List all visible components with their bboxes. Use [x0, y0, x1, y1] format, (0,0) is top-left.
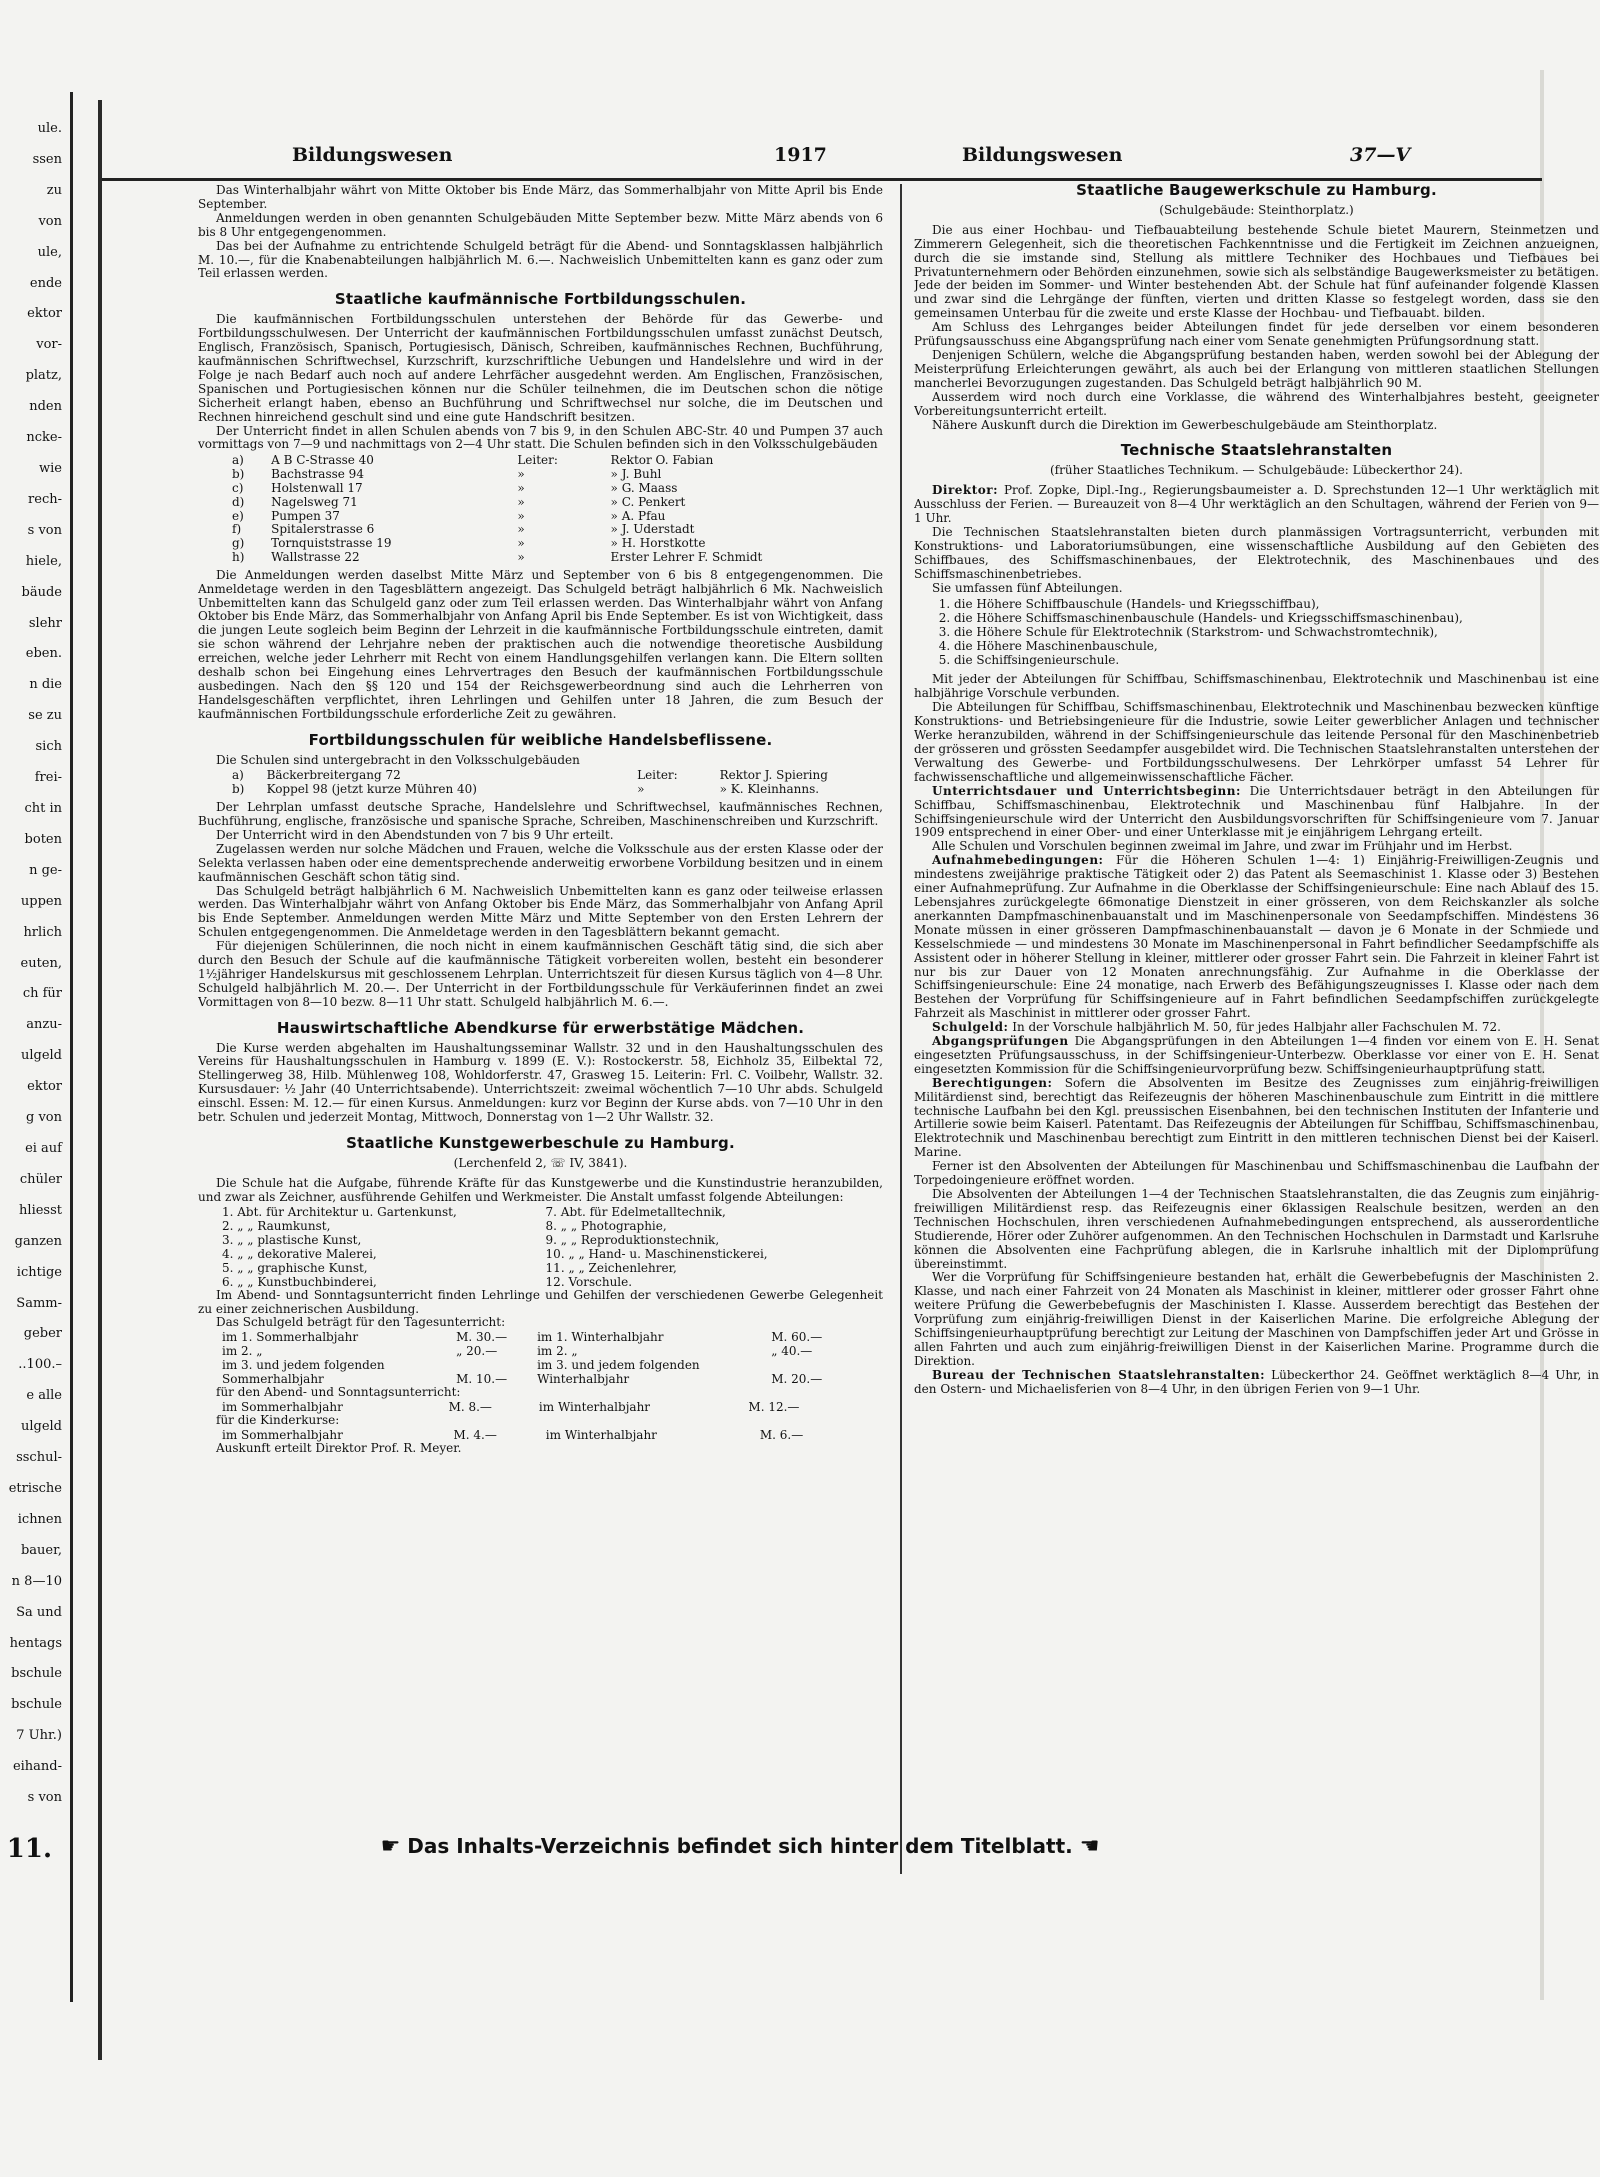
- margin-fragment: n 8—10: [11, 1573, 62, 1589]
- section-heading-weiblich: Fortbildungsschulen für weibliche Handelsbeflissene.: [308, 730, 773, 749]
- margin-fragment: hrlich: [23, 924, 62, 940]
- paragraph: Die Schulen sind untergebracht in den Volksschulgebäuden: [216, 752, 580, 767]
- fee-term: im Winterhalbjahr: [545, 1428, 657, 1443]
- margin-fragment: platz,: [25, 368, 62, 384]
- margin-page-fragment: 11.: [6, 1834, 52, 1864]
- paragraph: [914, 1369, 1599, 1397]
- school-address: Wallstrasse 22: [271, 549, 360, 564]
- row-key: c): [232, 480, 244, 495]
- margin-fragment: uppen: [20, 893, 62, 909]
- margin-fragment: n ge-: [29, 862, 62, 878]
- paragraph: Nähere Auskunft durch die Direktion im Gewerbeschulgebäude am Steinthorplatz.: [932, 417, 1438, 432]
- row-key: f): [232, 522, 242, 537]
- row-key: e): [232, 508, 244, 523]
- list-item: 3. die Höhere Schule für Elektrotechnik (Starkstrom- und Schwachstromtechnik),: [954, 625, 1599, 639]
- table-row: [228, 496, 883, 510]
- paragraph: Sie umfassen fünf Abteilungen.: [932, 580, 1123, 595]
- right-column: [914, 184, 1599, 1864]
- department-item: 7. Abt. für Edelmetalltechnik,: [545, 1204, 726, 1219]
- margin-fragment: rech-: [28, 491, 62, 507]
- row-key: d): [232, 494, 245, 509]
- fee-table: [218, 1330, 848, 1386]
- school-address: A B C-Strasse 40: [271, 453, 374, 468]
- table-row: [218, 1219, 848, 1233]
- row-key: b): [232, 782, 245, 797]
- lead-label: Unterrichtsdauer und Unterrichtsbeginn:: [932, 783, 1241, 798]
- school-list-table: [228, 454, 883, 564]
- paragraph: Die aus einer Hochbau- und Tiefbauabteilung bestehende Schule bietet Maurern, Steinmetzen und Zimmerern Gelegenheit, sich die theoretischen Fachkenntnisse und die Fertigkeit im Zeichnen anzueignen, durch die sie imstande sind, Stellung als mittlere Techniker des Hochbaues und Tiefbaues bei Privatunternehmern oder Behörden einzunehmen, sowie sich als selbständige Baugewerksmeister zu betätigen. Jede der beiden im Sommer- und Winter bestehenden Abt. der Schule hat fünf aufeinander folgende Klassen und zwar sind die Lehrgänge der fünften, vierten und dritten Klasse so festgelegt worden, dass sie den gemeinsamen Unterbau für die zweite und erste Klasse der Hochbau- und Tiefbauabt. bilden.: [914, 222, 1599, 321]
- paragraph: [914, 1035, 1599, 1077]
- fee-term: Winterhalbjahr: [537, 1372, 630, 1387]
- department-item: 12. Vorschule.: [545, 1274, 633, 1289]
- margin-fragment: ektor: [27, 1079, 62, 1095]
- margin-fragment: g von: [26, 1110, 62, 1126]
- school-role: »: [517, 508, 525, 523]
- department-item: 5. „ „ graphische Kunst,: [222, 1260, 368, 1275]
- intro-paragraph: Das bei der Aufnahme zu entrichtende Schulgeld beträgt für die Abend- und Sonntagsklassen halbjährlich M. 10.—, für die Knabenabteilungen halbjährlich M. 6.—. Nachweislich Unbemittelten kann es ganz oder zum Teil erlassen werden.: [198, 238, 883, 281]
- section-heading-bau: Staatliche Baugewerkschule zu Hamburg.: [1076, 184, 1437, 199]
- department-item: 2. „ „ Raumkunst,: [222, 1218, 331, 1233]
- left-column: [198, 184, 883, 1864]
- fee-term: im 1. Sommerhalbjahr: [222, 1330, 359, 1345]
- department-item: 11. „ „ Zeichenlehrer,: [545, 1260, 677, 1275]
- table-row: [228, 783, 883, 797]
- list-item: 2. die Höhere Schiffsmaschinenbauschule (Handels- und Kriegsschiffsmaschinenbau),: [954, 611, 1599, 625]
- body-text: Die Abgangsprüfungen in den Abteilungen 1—4 finden vor einem von E. H. Senat eingesetzten Prüfungsausschuss, in der Schiffsingenieur-Unterbezw. Oberklasse vor einer von E. H. Senat eingesetzten Kommission für die Schiffsingenieurvorprüfung bezw. Schiffsingenieurhauptprüfung statt.: [914, 1034, 1599, 1076]
- department-item: 4. „ „ dekorative Malerei,: [222, 1246, 377, 1261]
- lead-label: Schulgeld:: [932, 1020, 1009, 1035]
- body-text: Die Unterrichtsdauer beträgt in den Abteilungen für Schiffbau, Schiffsmaschinenbau, Elektrotechnik und Maschinenbau fünf Halbjahre. In der Schiffsingenieurschule wird der Unterricht den Ausbildungsvorschriften für Schiffsingenieure vom 7. Januar 1909 entsprechend in einer Ober- und einer Unterklasse mit je einjährigem Lehrgang erteilt.: [914, 783, 1599, 840]
- school-leader: » G. Maass: [610, 480, 678, 495]
- fee-amount: M. 6.—: [759, 1428, 804, 1443]
- school-address: Nagelsweg 71: [271, 494, 358, 509]
- school-leader: » J. Buhl: [610, 467, 662, 482]
- table-row: [218, 1205, 848, 1219]
- paragraph: [914, 854, 1599, 1021]
- margin-fragment: hiele,: [25, 553, 62, 569]
- school-address: Koppel 98 (jetzt kurze Mühren 40): [266, 782, 477, 797]
- school-leader: » A. Pfau: [610, 508, 666, 523]
- school-role: »: [517, 549, 525, 564]
- paragraph: Die Schule hat die Aufgabe, führende Kräfte für das Kunstgewerbe und die Kunstindustrie heranzubilden, und zwar als Zeichner, ausführende Gehilfen und Werkmeister. Die Anstalt umfasst folgende Abteilungen:: [198, 1175, 883, 1204]
- margin-fragment: eihand-: [12, 1759, 62, 1775]
- table-row: [218, 1330, 848, 1344]
- body-text: In der Vorschule halbjährlich M. 50, für jedes Halbjahr aller Fachschulen M. 72.: [1012, 1020, 1501, 1035]
- lead-label: Berechtigungen:: [932, 1075, 1053, 1090]
- margin-fragment: ichnen: [17, 1511, 62, 1527]
- paragraph: Mit jeder der Abteilungen für Schiffbau, Schiffsmaschinenbau, Elektrotechnik und Maschinenbau ist eine halbjährige Vorschule verbunden.: [914, 672, 1599, 701]
- margin-fragment: bauer,: [20, 1542, 62, 1558]
- school-leader: Rektor O. Fabian: [610, 453, 714, 468]
- paragraph: Im Abend- und Sonntagsunterricht finden Lehrlinge und Gehilfen der verschiedenen Gewerbe Gelegenheit zu einer zeichnerischen Ausbildung.: [198, 1287, 883, 1316]
- paragraph: Am Schluss des Lehrganges beider Abteilungen findet für jede derselben vor einem besonderen Prüfungsausschuss eine Abgangsprüfung nach einer vom Senate genehmigten Prüfungsordnung statt.: [914, 320, 1599, 349]
- table-row: [218, 1261, 848, 1275]
- footer-notice: [240, 1834, 1240, 1859]
- intro-paragraph: Anmeldungen werden in oben genannten Schulgebäuden Mitte September bezw. Mitte März abends von 6 bis 8 Uhr entgegengenommen.: [198, 210, 883, 239]
- section-subheading: (Lerchenfeld 2, ☏ IV, 3841).: [453, 1155, 628, 1170]
- paragraph: Die Kurse werden abgehalten im Haushaltungsseminar Wallstr. 32 und in den Haushaltungsschulen des Vereins für Haushaltungsschulen in Hamburg v. 1899 (E. V.): Rostockerstr. 58, Eichholz 35, Eilbektal 72, Stellingerweg 38, Hilb. Mühlenweg 108, Wohldorferstr. 47, Grasweg 15. Leiterin: Frl. C. Voilbehr, Wallstr. 32. Kursusdauer: ½ Jahr (40 Unterrichtsabende). Unterrichtszeit: zweimal wöchentlich 7—10 Uhr abds. Schulgeld einschl. Essen: M. 12.— für einen Kursus. Anmeldungen: kurz vor Beginn der Kurse abds. von 7—10 Uhr in den betr. Schulen und jederzeit Montag, Mittwoch, Donnerstag von 1—2 Uhr Wallstr. 32.: [198, 1040, 883, 1125]
- paragraph: Die Absolventen der Abteilungen 1—4 der Technischen Staatslehranstalten, die das Zeugnis zum einjährig-freiwilligen Militärdienst resp. das Reifezeugnis einer 6klassigen Realschule besitzen, werden an den Technischen Hochschulen, ihren verschiedenen Aufnahmebedingungen entsprechend, als ausserordentliche Studierende, Hörer oder Zuhörer aufgenommen. An den Technischen Hochschulen in Darmstadt und Karlsruhe können die Absolventen eine Fachprüfung ablegen, die in Karlsruhe inhaltlich mit der Diplomprüfung übereinstimmt.: [914, 1187, 1599, 1271]
- header-left-title: Bildungswesen: [292, 144, 453, 166]
- margin-fragment: ..100.–: [18, 1357, 62, 1373]
- margin-fragment: eben.: [25, 646, 62, 662]
- row-key: b): [232, 467, 245, 482]
- school-role: »: [517, 494, 525, 509]
- pointing-hand-left-icon: ☚: [1079, 1834, 1100, 1859]
- table-row: [228, 537, 883, 551]
- school-leader: Erster Lehrer F. Schmidt: [610, 549, 763, 564]
- margin-fragment: Samm-: [16, 1295, 62, 1311]
- margin-fragment: slehr: [28, 615, 62, 631]
- section-heading-hausw: Hauswirtschaftliche Abendkurse für erwerbstätige Mädchen.: [276, 1018, 805, 1037]
- margin-fragment: etrische: [8, 1481, 62, 1496]
- margin-fragment: ei auf: [25, 1141, 62, 1156]
- school-role: Leiter:: [637, 768, 678, 783]
- margin-fragment: euten,: [20, 955, 62, 971]
- margin-fragment: anzu-: [26, 1017, 62, 1033]
- fee-term: im 3. und jedem folgenden: [537, 1358, 700, 1373]
- table-row: [218, 1358, 848, 1372]
- margin-fragment: bschule: [11, 1666, 62, 1682]
- fee-term: im 2. „: [537, 1344, 578, 1359]
- footer-text: Das Inhalts-Verzeichnis befindet sich hinter dem Titelblatt.: [407, 1834, 1073, 1858]
- table-row: [228, 482, 883, 496]
- department-item: 8. „ „ Photographie,: [545, 1218, 667, 1233]
- margin-fragment: nden: [29, 399, 62, 415]
- margin-fragment: wie: [39, 461, 62, 476]
- margin-fragment: ganzen: [14, 1233, 62, 1249]
- fee-term: im 3. und jedem folgenden: [222, 1358, 385, 1373]
- school-leader: » C. Penkert: [610, 494, 686, 509]
- fee-amount: [452, 1358, 533, 1372]
- section-heading-kunst: Staatliche Kunstgewerbeschule zu Hamburg.: [346, 1134, 735, 1152]
- paragraph: [914, 1021, 1599, 1035]
- department-list: [218, 1205, 848, 1289]
- margin-fragment: sschul-: [16, 1450, 62, 1466]
- paragraph: [914, 1077, 1599, 1160]
- fee-amount: M. 12.—: [748, 1400, 800, 1415]
- margin-fragment: ule.: [37, 121, 62, 136]
- lead-label: Direktor:: [932, 483, 999, 498]
- pointing-hand-right-icon: ☛: [380, 1834, 401, 1859]
- section-subheading: (früher Staatliches Technikum. — Schulgebäude: Lübeckerthor 24).: [1050, 463, 1463, 478]
- margin-fragment: ch für: [22, 986, 62, 1002]
- lead-label: Abgangsprüfungen: [932, 1034, 1069, 1049]
- row-key: g): [232, 536, 245, 551]
- column-divider: [900, 184, 902, 1874]
- school-role: »: [517, 536, 525, 551]
- school-role: »: [517, 467, 525, 482]
- header-page-number: 37—V: [1350, 144, 1411, 166]
- director-text: Prof. Zopke, Dipl.-Ing., Regierungsbaumeister a. D. Sprechstunden 12—1 Uhr werktäglich mit Ausschluss der Ferien. — Bureauzeit von 8—4 Uhr werktäglich an den Schultagen, während der Ferien von 9—1 Uhr.: [914, 483, 1599, 526]
- school-role: »: [637, 782, 645, 797]
- paragraph: für den Abend- und Sonntagsunterricht:: [216, 1385, 461, 1400]
- fee-amount: M. 30.—: [456, 1330, 508, 1345]
- lead-label: Aufnahmebedingungen:: [932, 853, 1104, 868]
- fee-amount: M. 10.—: [456, 1372, 508, 1387]
- table-row: [228, 510, 883, 524]
- table-row: [218, 1400, 848, 1414]
- fee-term: im 2. „: [222, 1344, 263, 1359]
- paragraph: Die kaufmännischen Fortbildungsschulen unterstehen der Behörde für das Gewerbe- und Fortbildungsschulwesen. Der Unterricht der kaufmännischen Fortbildungsschulen umfasst zunächst Deutsch, Englisch, Französisch, Spanisch, Portugiesisch, Dänisch, Schreiben, kaufmännisches Rechnen, Buchführung, kaufmännischen Schriftwechsel, Kurzschrift, kurzschriftliche Uebungen und Handelslehre und wird in der Folge je nach Bedarf auch noch auf andere Lehrfächer ausgedehnt werden. Am Englischen, Französischen, Spanischen und Portugiesischen können nur die Schüler teilnehmen, die im Deutschen schon die nötige Sicherheit erlangt haben, ebenso an Buchführung und Schriftwechsel nur solche, die im Deutschen und Rechnen hinreichend geschult sind und eine gute Handschrift besitzen.: [198, 312, 883, 424]
- margin-fragment: ule,: [37, 244, 62, 260]
- table-row: [228, 468, 883, 482]
- margin-fragment: ncke-: [26, 430, 62, 446]
- table-row: [218, 1275, 848, 1289]
- lead-label: Bureau der Technischen Staatslehranstalten:: [932, 1367, 1266, 1382]
- margin-fragment: geber: [23, 1326, 62, 1342]
- paragraph: Die Abteilungen für Schiffbau, Schiffsmaschinenbau, Elektrotechnik und Maschinenbau bezwecken künftige Konstruktions- und Betriebsingenieure für die Industrie, sowie Leiter gewerblicher Anlagen und technischer Werke heranzubilden, während in der Schiffsingenieurschule das leitende Personal für den Maschinenbetrieb der grösseren und grössten Seedampfer ausgebildet wird. Die Technischen Staatslehranstalten unterstehen der Verwaltung des Gewerbe- und Fortbildungsschulwesens. Der Lehrkörper umfasst 54 Lehrer für fachwissenschaftliche und allgemeinwissenschaftliche Fächer.: [914, 700, 1599, 784]
- list-item: 1. die Höhere Schiffbauschule (Handels- und Kriegsschiffbau),: [954, 597, 1599, 611]
- fee-table: [218, 1428, 848, 1442]
- school-role: »: [517, 480, 525, 495]
- department-item: 6. „ „ Kunstbuchbinderei,: [222, 1274, 377, 1289]
- department-item: 9. „ „ Reproduktionstechnik,: [545, 1232, 720, 1247]
- school-leader: » H. Horstkotte: [610, 536, 706, 551]
- paragraph: Der Unterricht findet in allen Schulen abends von 7 bis 9, in den Schulen ABC-Str. 40 und Pumpen 37 auch vormittags von 7—9 und nachmittags von 2—4 Uhr statt. Die Schulen befinden sich in den Volksschulgebäuden: [198, 423, 883, 452]
- margin-fragment: ichtige: [16, 1264, 62, 1280]
- list-item: 4. die Höhere Maschinenbauschule,: [954, 639, 1599, 653]
- department-item: 3. „ „ plastische Kunst,: [222, 1232, 362, 1247]
- table-row: [218, 1247, 848, 1261]
- paragraph: Das Schulgeld beträgt halbjährlich 6 M. Nachweislich Unbemittelten kann es ganz oder teilweise erlassen werden. Das Winterhalbjahr währt von Anfang Oktober bis Ende März, das Sommerhalbjahr von Anfang April bis Ende September. Anmeldungen werden Mitte März und Mitte September von den Ersten Lehrern der Schulen entgegengenommen. Die Anmeldetage werden in den Tagesblättern bekannt gemacht.: [198, 883, 883, 940]
- margin-fragment: chüler: [19, 1171, 62, 1187]
- margin-fragment: hliesst: [19, 1202, 62, 1218]
- fee-amount: [767, 1358, 848, 1372]
- fee-amount: M. 60.—: [771, 1330, 823, 1345]
- fee-amount: „ 40.—: [771, 1344, 813, 1359]
- section-heading-tech: Technische Staatslehranstalten: [1120, 441, 1393, 460]
- paragraph: Ausserdem wird noch durch eine Vorklasse, die während des Winterhalbjahres besteht, geeigneter Vorbereitungsunterricht erteilt.: [914, 389, 1599, 418]
- school-leader: » J. Uderstadt: [610, 522, 695, 537]
- table-row: [228, 454, 883, 468]
- table-row: [218, 1428, 848, 1442]
- margin-fragment: e alle: [26, 1388, 62, 1404]
- table-row: [218, 1344, 848, 1358]
- table-row: [218, 1372, 848, 1386]
- fee-term: im Winterhalbjahr: [538, 1400, 651, 1415]
- school-role: Leiter:: [517, 453, 558, 468]
- paragraph: für die Kinderkurse:: [216, 1413, 340, 1428]
- paragraph: Zugelassen werden nur solche Mädchen und Frauen, welche die Volksschule aus der ersten Klasse oder der Selekta verlassen haben oder eine dementsprechende anderweitig erworbene Vorbildung besitzen und in einem kaufmännischen Geschäft schon tätig sind.: [198, 841, 883, 884]
- row-key: a): [232, 768, 244, 783]
- margin-fragment: 7 Uhr.): [16, 1728, 62, 1744]
- running-header: [102, 138, 1542, 181]
- left-page-margin: [0, 92, 73, 2002]
- school-role: »: [517, 522, 525, 537]
- paragraph: Der Lehrplan umfasst deutsche Sprache, Handelslehre und Schriftwechsel, kaufmännisches Rechnen, Buchführung, englische, französische und spanische Sprache, Schreiben, Maschinenschreiben und Kurzschrift.: [198, 800, 883, 828]
- paragraph: Auskunft erteilt Direktor Prof. R. Meyer.: [216, 1441, 462, 1456]
- margin-fragment: s von: [27, 522, 62, 538]
- fee-amount: M. 8.—: [448, 1400, 492, 1415]
- school-leader: Rektor J. Spiering: [719, 768, 828, 783]
- fee-amount: M. 4.—: [453, 1428, 497, 1443]
- table-row: [228, 551, 883, 565]
- fee-amount: M. 20.—: [771, 1372, 823, 1387]
- paragraph: Der Unterricht wird in den Abendstunden von 7 bis 9 Uhr erteilt.: [216, 827, 614, 842]
- fee-amount: „ 20.—: [456, 1344, 498, 1359]
- department-item: 1. Abt. für Architektur u. Gartenkunst,: [222, 1204, 457, 1219]
- paragraph: Das Schulgeld beträgt für den Tagesunterricht:: [216, 1315, 506, 1330]
- paragraph: Für diejenigen Schülerinnen, die noch nicht in einem kaufmännischen Geschäft tätig sind, die sich aber durch den Besuch der Schule auf die kaufmännische Tätigkeit vorbereiten wollen, besteht ein besonderer 1½jähriger Handelskursus mit geschlossenem Lehrplan. Unterrichtszeit für diesen Kursus täglich von 4—8 Uhr. Schulgeld halbjährlich M. 20.—. Der Unterricht in der Fortbildungsschule für Verkäuferinnen findet an zwei Vormittagen von 8—10 bezw. 8—11 Uhr statt. Schulgeld halbjährlich M. 6.—.: [198, 939, 883, 1009]
- margin-fragment: hentags: [9, 1635, 62, 1651]
- margin-fragment: se zu: [28, 708, 62, 724]
- margin-fragment: frei-: [34, 770, 62, 786]
- fee-term: Sommerhalbjahr: [222, 1372, 324, 1387]
- department-item: 10. „ „ Hand- u. Maschinenstickerei,: [545, 1246, 768, 1261]
- school-list-table: [228, 769, 883, 797]
- paragraph: Ferner ist den Absolventen der Abteilungen für Maschinenbau und Schiffsmaschinenbau die Laufbahn der Torpedoingenieure eröffnet worden.: [914, 1159, 1599, 1188]
- margin-fragment: cht in: [24, 801, 62, 816]
- margin-fragment: Sa und: [16, 1604, 62, 1620]
- list-item: 5. die Schiffsingenieurschule.: [954, 653, 1599, 667]
- school-address: Holstenwall 17: [271, 480, 363, 495]
- margin-fragment: bschule: [11, 1697, 62, 1713]
- table-row: [228, 769, 883, 783]
- margin-fragment: bäude: [21, 584, 62, 600]
- school-address: Bäckerbreitergang 72: [266, 768, 401, 783]
- paragraph: Alle Schulen und Vorschulen beginnen zweimal im Jahre, und zwar im Frühjahr und im Herbst.: [932, 839, 1513, 854]
- fee-table: [218, 1400, 848, 1414]
- section-subheading: (Schulgebäude: Steinthorplatz.): [1159, 202, 1354, 217]
- section-heading-kaufm: Staatliche kaufmännische Fortbildungsschulen.: [334, 290, 747, 309]
- margin-fragment: boten: [24, 831, 62, 847]
- school-address: Spitalerstrasse 6: [271, 522, 375, 537]
- table-row: [218, 1233, 848, 1247]
- fee-term: im 1. Winterhalbjahr: [537, 1330, 664, 1345]
- row-key: a): [232, 453, 244, 468]
- margin-fragment: ende: [29, 275, 62, 291]
- paragraph: Denjenigen Schülern, welche die Abgangsprüfung bestanden haben, werden sowohl bei der Ablegung der Meisterprüfung Erleichterungen gewährt, als auch bei der Erlangung von mittleren staatlichen Stellungen mancherlei Bevorzugungen zugestanden. Das Schulgeld beträgt halbjährlich 90 M.: [914, 347, 1599, 390]
- margin-fragment: zu: [46, 182, 62, 198]
- fee-term: im Sommerhalbjahr: [222, 1400, 343, 1415]
- margin-fragment: ulgeld: [20, 1419, 62, 1435]
- body-text: Lübeckerthor 24. Geöffnet werktäglich 8—4 Uhr, in den Ostern- und Michaelisferien von 8—4 Uhr, in den übrigen Ferien von 9—1 Uhr.: [914, 1367, 1599, 1396]
- header-year: 1917: [774, 144, 827, 166]
- margin-fragment: von: [38, 213, 62, 229]
- school-leader: » K. Kleinhanns.: [719, 782, 820, 797]
- paragraph: [914, 785, 1599, 841]
- page: [98, 100, 1599, 2060]
- header-right-title: Bildungswesen: [962, 144, 1123, 166]
- paragraph: Die Anmeldungen werden daselbst Mitte März und September von 6 bis 8 entgegengenommen. Die Anmeldetage werden in den Tagesblättern angezeigt. Das Schulgeld beträgt halbjährlich 6 Mk. Nachweislich Unbemittelten kann das Schulgeld ganz oder zum Teil erlassen werden. Das Winterhalbjahr währt von Anfang Oktober bis Ende März, das Sommerhalbjahr von Anfang April bis Ende September. Es ist von Wichtigkeit, dass die jungen Leute sogleich beim Beginn der Lehrzeit in die kaufmännische Fortbildungsschule eintreten, damit sie schon während der Lehrjahre neben der praktischen auch die notwendige theoretische Ausbildung erreichen, welche jeder Lehrherr mit Recht von einem Handlungsgehilfen verlangen kann. Die Eltern sollten deshalb schon bei Eingehung eines Lehrvertrages den Besuch der kaufmännischen Fortbildungsschule ausbedingen. Nach den §§ 120 und 154 der Reichsgewerbeordnung sind auch die Lehrherren von Handelsgeschäften verpflichtet, ihren Lehrlingen und Gehilfen unter 18 Jahren, die zum Besuch der kaufmännischen Fortbildungsschule erforderliche Zeit zu gewähren.: [198, 567, 883, 721]
- margin-fragment: n die: [29, 677, 62, 693]
- body-text: Für die Höheren Schulen 1—4: 1) Einjährig-Freiwilligen-Zeugnis und mindestens zweijährige praktische Tätigkeit oder 2) das Patent als Seemaschinist 1. Klasse oder 3) Bestehen einer Aufnahmeprüfung. Zur Aufnahme in die Oberklasse der Schiffsingenieurschule: Eine nach Ablauf des 15. Lebensjahres zurückgelegte 66monatige Dienstzeit in einer grösseren, von dem Reichskanzler als solche anerkannten Dampfmaschinenbauanstalt und im Maschinenpersonale von Seedampfschiffen. Mindestens 36 Monate müssen in einer grösseren Dampfmaschinenbauanstalt — davon je 6 Monate in der Schmiede und Kesselschmiede — und mindestens 30 Monate im Maschinenpersonal in Fahrt befindlicher Seedampfschiffe als Assistent oder in höherer Stellung in kleiner, mittlerer oder grosser Fahrt sein. Die Fahrzeit in kleiner Fahrt ist nur bis zur Dauer von 12 Monaten anrechnungsfähig. Zur Aufnahme in die Oberklasse der Schiffsingenieurschule: Eine 24 monatige, nach Erwerb des Befähigungszeugnisses I. Klasse oder nach dem Bestehen der Vorprüfung für Schiffsingenieure auf in Fahrt befindlichen Seedampfschiffen zurückgelegte Fahrzeit als Maschinist in mittlerer oder grosser Fahrt.: [914, 853, 1599, 1021]
- paragraph: Wer die Vorprüfung für Schiffsingenieure bestanden hat, erhält die Gewerbebefugnis der Maschinisten 2. Klasse, und nach einer Fahrzeit von 24 Monaten als Maschinist in kleiner, mittlerer oder grosser Fahrt ohne weitere Prüfung die Gewerbebefugnis der Maschinisten I. Klasse. Ausserdem berechtigt das Bestehen der Vorprüfung zum einjährig-freiwilligen Dienst in der Kaiserlichen Marine. Die erfolgreiche Ablegung der Schiffsingenieurhauptprüfung berechtigt zur Leitung der Maschinen von Dampfschiffen jeder Art und Grösse in allen Fahrten und auch zum einjährig-freiwilligen Dienst in der Kaiserlichen Marine. Programme durch die Direktion.: [914, 1270, 1599, 1368]
- intro-paragraph: Das Winterhalbjahr währt von Mitte Oktober bis Ende März, das Sommerhalbjahr von Mitte April bis Ende September.: [198, 184, 883, 211]
- table-row: [228, 523, 883, 537]
- school-address: Tornquiststrasse 19: [271, 536, 392, 551]
- row-key: h): [232, 549, 245, 564]
- paragraph: [914, 484, 1599, 526]
- margin-fragment: sich: [35, 739, 62, 755]
- body-text: Sofern die Absolventen im Besitze des Zeugnisses zum einjährig-freiwilligen Militärdienst sind, berechtigt das Reifezeugnis der höheren Maschinenbauschule zum Eintritt in die mittlere technische Laufbahn bei den Kgl. preussischen Eisenbahnen, bei den technischen Instituten der Infanterie und Artillerie sowie beim Kaiserl. Patentamt. Das Reifezeugnis der Abteilungen für Schiffbau, Schiffsmaschinenbau, Elektrotechnik und Maschinenbau berechtigt zum Eintritt in den mittleren technischen Dienst bei der Kaiserl. Marine.: [914, 1075, 1599, 1160]
- margin-fragment: s von: [27, 1790, 62, 1806]
- margin-fragment: ektor: [27, 306, 62, 322]
- school-address: Pumpen 37: [271, 508, 340, 523]
- paragraph: Die Technischen Staatslehranstalten bieten durch planmässigen Vortragsunterricht, verbunden mit Konstruktions- und Laboratoriumsübungen, eine wissenschaftliche Ausbildung auf den Gebieten des Schiffbaues, des Schiffsmaschinenbaues, der Elektrotechnik, des Maschinenbaues und des Schiffsmaschinenbetriebes.: [914, 524, 1599, 581]
- department-list: [954, 597, 1599, 667]
- school-address: Bachstrasse 94: [271, 467, 364, 482]
- margin-fragment: ulgeld: [20, 1048, 62, 1064]
- margin-fragment: vor-: [36, 337, 62, 353]
- margin-fragment: ssen: [32, 151, 62, 167]
- fee-term: im Sommerhalbjahr: [222, 1428, 343, 1443]
